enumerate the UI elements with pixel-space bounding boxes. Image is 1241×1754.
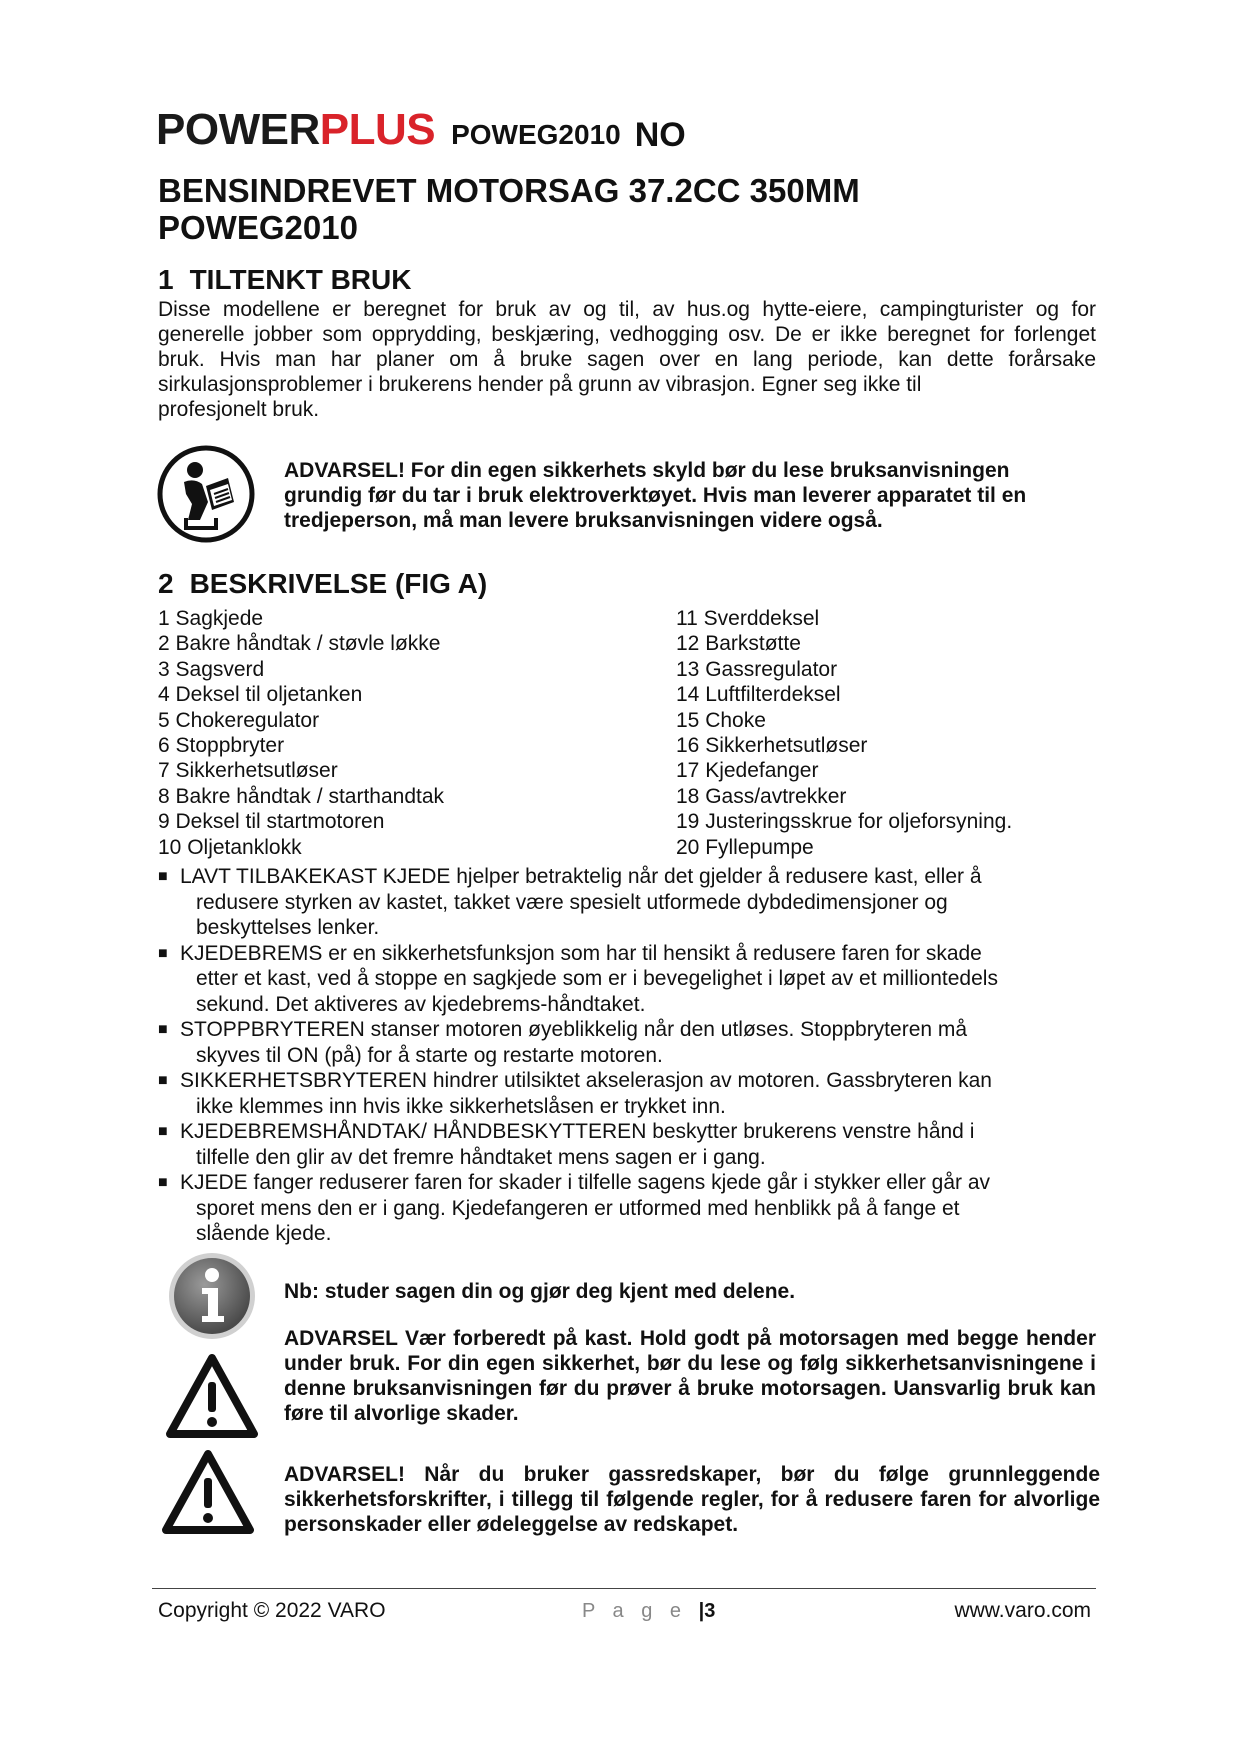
footer-website[interactable]: www.varo.com [954, 1599, 1091, 1622]
bullet-square-icon: ■ [158, 944, 168, 962]
page-separator: | [698, 1600, 705, 1622]
bullet-text: ikke klemmes inn hvis ikke sikkerhetslåsen er trykket inn. [196, 1094, 726, 1118]
list-item: 18 Gass/avtrekker [676, 784, 847, 808]
brand-power: POWER [156, 105, 320, 154]
page-label: P a g e [582, 1600, 688, 1622]
list-item: 6 Stoppbryter [158, 734, 285, 758]
bullet-text: etter et kast, ved å stoppe en sagkjede som er i bevegelighet i løpet av et milliontedels [196, 967, 998, 990]
list-item: 4 Deksel til oljetanken [158, 683, 363, 707]
list-item: 9 Deksel til startmotoren [158, 810, 385, 834]
bullet-text: tilfelle den glir av det fremre håndtaket mens sagen er i gang. [196, 1145, 766, 1169]
warning-kickback-text: ADVARSEL Vær forberedt på kast. Hold godt på motorsagen med begge hender under bruk. For din egen sikkerhet, bør du lese og følg sikkerhetsanvisningene i denne bruksanvisningen før du prøver å bruke motorsagen. Uansvarlig bruk kan føre til alvorlige skader. [284, 1327, 1096, 1425]
bullet-square-icon: ■ [158, 1174, 168, 1191]
read-manual-icon [156, 444, 256, 544]
bullet-square-icon: ■ [158, 868, 168, 885]
list-item: 2 Bakre håndtak / støvle løkke [158, 632, 441, 656]
section-number: 1 [158, 264, 174, 295]
bullet-text: sporet mens den er i gang. Kjedefangeren er utformed med henblikk på å fange et [196, 1196, 960, 1220]
brand-logo [156, 105, 436, 154]
info-icon [166, 1250, 258, 1342]
bullet-text: SIKKERHETSBRYTEREN hindrer utilsiktet akselerasjon av motoren. Gassbryteren kan [180, 1069, 992, 1092]
list-item: 1 Sagkjede [158, 607, 264, 630]
bullet-square-icon: ■ [158, 1123, 168, 1140]
warning-triangle-icon [164, 1352, 260, 1442]
footer-copyright: Copyright © 2022 VARO [158, 1599, 386, 1622]
list-item: 5 Chokeregulator [158, 708, 320, 732]
parts-list-left [158, 606, 444, 860]
bullet-text: beskyttelses lenker. [196, 916, 380, 939]
list-item: 17 Kjedefanger [676, 759, 819, 783]
section-1-heading [158, 264, 411, 296]
body-text-last: profesjonelt bruk. [158, 398, 320, 421]
bullet-text: STOPPBRYTEREN stanser motoren øyeblikkelig når den utløses. Stoppbryteren må [180, 1018, 968, 1041]
warning-manual-text: ADVARSEL! For din egen sikkerhets skyld bør du lese bruksanvisningen grundig før du tar i bruk elektroverktøyet. Hvis man leverer apparatet til en tredjeperson, må man levere bruksanvisningen videre også. [284, 459, 1027, 532]
bullet-text: LAVT TILBAKEKAST KJEDE hjelper betraktelig når det gjelder å redusere kast, eller å [180, 865, 982, 888]
model-number: POWEG2010 [451, 119, 621, 150]
section-1-body [158, 297, 1096, 422]
section-number: 2 [158, 568, 174, 599]
list-item: 3 Sagsverd [158, 657, 265, 681]
list-item: 12 Barkstøtte [676, 632, 801, 656]
bullet-item [158, 941, 1108, 1018]
parts-list-right [676, 606, 1012, 860]
page-number: 3 [704, 1600, 716, 1622]
bullet-text: KJEDEBREMSHÅNDTAK/ HÅNDBESKYTTEREN beskytter brukerens venstre hånd i [180, 1120, 975, 1143]
list-item: 14 Luftfilterdeksel [676, 683, 841, 707]
section-title: TILTENKT BRUK [189, 264, 412, 295]
bullet-item [158, 1170, 1108, 1247]
info-note-text: Nb: studer sagen din og gjør deg kjent med delene. [284, 1280, 796, 1303]
bullet-text: slående kjede. [196, 1222, 332, 1245]
list-item: 20 Fyllepumpe [676, 835, 814, 859]
footer-page [582, 1598, 715, 1624]
language-code: NO [634, 116, 686, 154]
bullet-square-icon: ■ [158, 1072, 168, 1089]
bullet-text: redusere styrken av kastet, takket være spesielt utformede dybdedimensjoner og [196, 890, 948, 914]
bullet-item [158, 864, 1108, 941]
bullet-item [158, 1068, 1108, 1119]
feature-bullets [158, 864, 1108, 1247]
page-title [158, 172, 1058, 246]
warning-triangle-icon [160, 1448, 256, 1538]
footer-divider [152, 1588, 1096, 1589]
bullet-text: sekund. Det aktiveres av kjedebrems-håndtaket. [196, 992, 646, 1016]
list-item: 16 Sikkerhetsutløser [676, 734, 868, 758]
section-title: BESKRIVELSE (FIG A) [189, 568, 488, 599]
body-text: Disse modellene er beregnet for bruk av og til, av hus.og hytte-eiere, campingturister og for generelle jobber som opprydding, beskjæring, vedhogging osv. De er ikke beregnet for forlenget bruk. Hvis man har planer om å bruke sagen over en lang periode, kan dette forårsake sirkulasjonsproblemer i brukerens hender på grunn av vibrasjon. Egner seg ikke til [158, 298, 1096, 396]
list-item: 15 Choke [676, 708, 766, 732]
bullet-text: skyves til ON (på) for å starte og restarte motoren. [196, 1043, 663, 1067]
list-item: 11 Sverddeksel [676, 607, 820, 630]
warning-tools-text: ADVARSEL! Når du bruker gassredskaper, bør du følge grunnleggende sikkerhetsforskrifter, i tillegg til følgende regler, for å redusere faren for alvorlige personskader eller ødeleggelse av redskapet. [284, 1463, 1100, 1536]
list-item: 7 Sikkerhetsutløser [158, 759, 338, 783]
list-item: 19 Justeringsskrue for oljeforsyning. [676, 810, 1013, 834]
header [156, 104, 686, 152]
title-line-2: POWEG2010 [158, 209, 358, 246]
list-item: 10 Oljetanklokk [158, 835, 302, 859]
bullet-square-icon: ■ [158, 1021, 168, 1038]
bullet-text: KJEDEBREMS er en sikkerhetsfunksjon som har til hensikt å redusere faren for skade [180, 941, 982, 965]
list-item: 8 Bakre håndtak / starthandtak [158, 784, 445, 808]
brand-plus: PLUS [319, 105, 436, 154]
bullet-text: KJEDE fanger reduserer faren for skader i tilfelle sagens kjede går i stykker eller går av [180, 1171, 991, 1194]
bullet-item [158, 1119, 1108, 1170]
title-line-1: BENSINDREVET MOTORSAG 37.2CC 350MM [158, 172, 860, 209]
section-2-heading [158, 568, 487, 600]
bullet-item [158, 1017, 1108, 1068]
list-item: 13 Gassregulator [676, 657, 838, 681]
